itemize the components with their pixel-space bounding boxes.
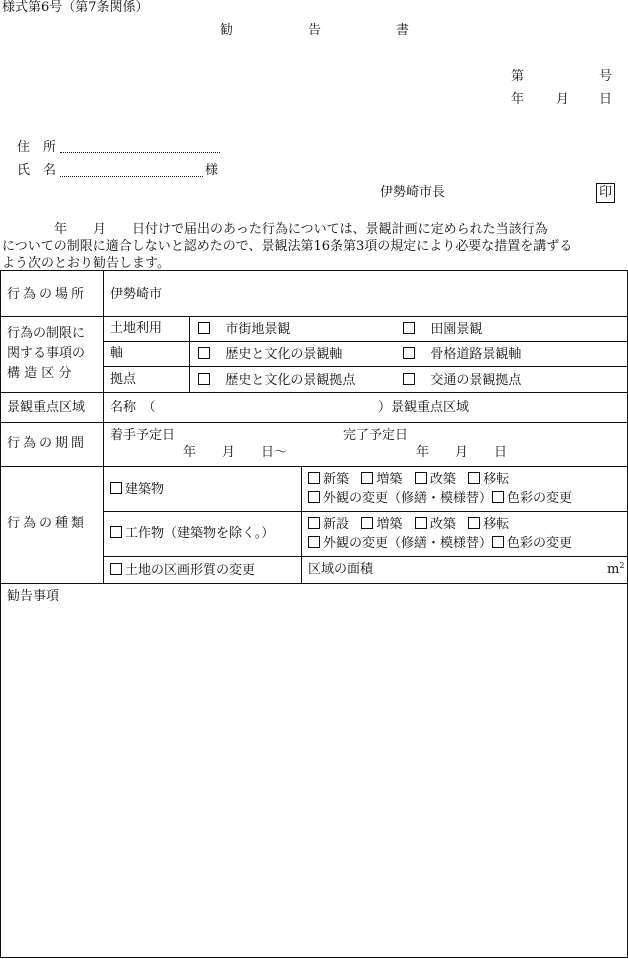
checkbox-icon[interactable] <box>468 517 480 529</box>
checkbox-icon[interactable] <box>198 347 210 359</box>
checkbox-icon[interactable] <box>198 373 210 385</box>
district-name-prefix: 名称 （ <box>110 400 156 415</box>
building-actions: 新築 増築 改築 移転 <box>308 472 509 486</box>
checkbox-icon[interactable] <box>308 472 320 484</box>
checkbox-icon[interactable] <box>361 517 373 529</box>
kind-building[interactable]: 建築物 <box>110 482 164 496</box>
option-traffic-hub[interactable]: 交通の景観拠点 <box>403 373 521 387</box>
checkbox-icon[interactable] <box>110 563 122 575</box>
checkbox-icon[interactable] <box>415 472 427 484</box>
checkbox-icon[interactable] <box>308 517 320 529</box>
structure-category-hub: 拠点 <box>110 372 137 387</box>
body-line-2: についての制限に適合しないと認めたので、景観法第16条第3項の規定により必要な措置を講ずる <box>2 239 573 254</box>
district-name-suffix: ）景観重点区域 <box>378 400 470 415</box>
kind-structure[interactable]: 工作物（建築物を除く。） <box>110 526 274 540</box>
name-label: 氏 名 <box>17 163 57 178</box>
area-unit: $m^2$ <box>607 561 625 577</box>
checkbox-icon[interactable] <box>110 526 122 538</box>
title-char-1: 勧 <box>220 23 234 38</box>
body-line-1: 年 月 日付けで届出のあった行為については、景観計画に定められた当該行為 <box>2 222 548 237</box>
period-start-date: 年 月 日～ <box>183 445 288 460</box>
checkbox-icon[interactable] <box>468 472 480 484</box>
date-year: 年 <box>511 92 525 107</box>
structure-label-3: 構 造 区 分 <box>7 366 72 381</box>
area-label: 区域の面積 <box>308 562 374 577</box>
form-number: 様式第6号（第7条関係） <box>2 0 149 15</box>
type-label: 行為の種類 <box>7 516 88 531</box>
doc-number-prefix: 第 <box>511 69 525 84</box>
checkbox-icon[interactable] <box>492 491 504 503</box>
location-value: 伊勢崎市 <box>110 287 163 302</box>
structure-label-2: 関する事項の <box>7 346 86 361</box>
date-day: 日 <box>599 92 613 107</box>
date-month: 月 <box>556 92 570 107</box>
checkbox-icon[interactable] <box>415 517 427 529</box>
option-road-axis[interactable]: 骨格道路景観軸 <box>403 347 521 361</box>
checkbox-icon[interactable] <box>492 536 504 548</box>
checkbox-icon[interactable] <box>110 482 122 494</box>
checkbox-icon[interactable] <box>403 347 415 359</box>
period-start-label: 着手予定日 <box>110 428 176 443</box>
option-history-axis[interactable]: 歴史と文化の景観軸 <box>198 347 342 361</box>
checkbox-icon[interactable] <box>198 322 210 334</box>
building-changes: 外観の変更（修繕・模様替） 色彩の変更 <box>308 491 572 505</box>
location-label: 行為の場所 <box>7 287 88 302</box>
checkbox-icon[interactable] <box>308 491 320 503</box>
structure-category-land: 土地利用 <box>110 321 163 336</box>
address-line <box>60 152 220 153</box>
structure-changes: 外観の変更（修繕・模様替） 色彩の変更 <box>308 536 572 550</box>
recommendation-label: 勧告事項 <box>7 589 60 604</box>
checkbox-icon[interactable] <box>308 536 320 548</box>
option-urban-landscape[interactable]: 市街地景観 <box>198 322 290 336</box>
recommendation-body <box>2 221 626 272</box>
district-label: 景観重点区域 <box>7 400 86 415</box>
structure-actions: 新設 増築 改築 移転 <box>308 517 509 531</box>
period-end-date: 年 月 日 <box>416 445 508 460</box>
title-char-2: 告 <box>308 23 322 38</box>
structure-category-axis: 軸 <box>110 346 124 361</box>
doc-number-suffix: 号 <box>599 69 613 84</box>
option-rural-landscape[interactable]: 田園景観 <box>403 322 482 336</box>
option-history-hub[interactable]: 歴史と文化の景観拠点 <box>198 373 355 387</box>
issuer: 伊勢崎市長 <box>380 185 446 200</box>
kind-land[interactable]: 土地の区画形質の変更 <box>110 563 255 577</box>
name-line <box>60 176 203 177</box>
seal-stamp: 印 <box>596 183 615 203</box>
structure-label-1: 行為の制限に <box>7 326 86 341</box>
period-label: 行為の期間 <box>7 436 88 451</box>
period-end-label: 完了予定日 <box>343 428 409 443</box>
body-line-3: よう次のとおり勧告します。 <box>2 256 170 271</box>
checkbox-icon[interactable] <box>403 373 415 385</box>
honorific: 様 <box>205 163 219 178</box>
address-label: 住 所 <box>17 140 57 155</box>
checkbox-icon[interactable] <box>361 472 373 484</box>
checkbox-icon[interactable] <box>403 322 415 334</box>
title-char-3: 書 <box>396 23 410 38</box>
recommendation-area[interactable] <box>4 608 624 954</box>
